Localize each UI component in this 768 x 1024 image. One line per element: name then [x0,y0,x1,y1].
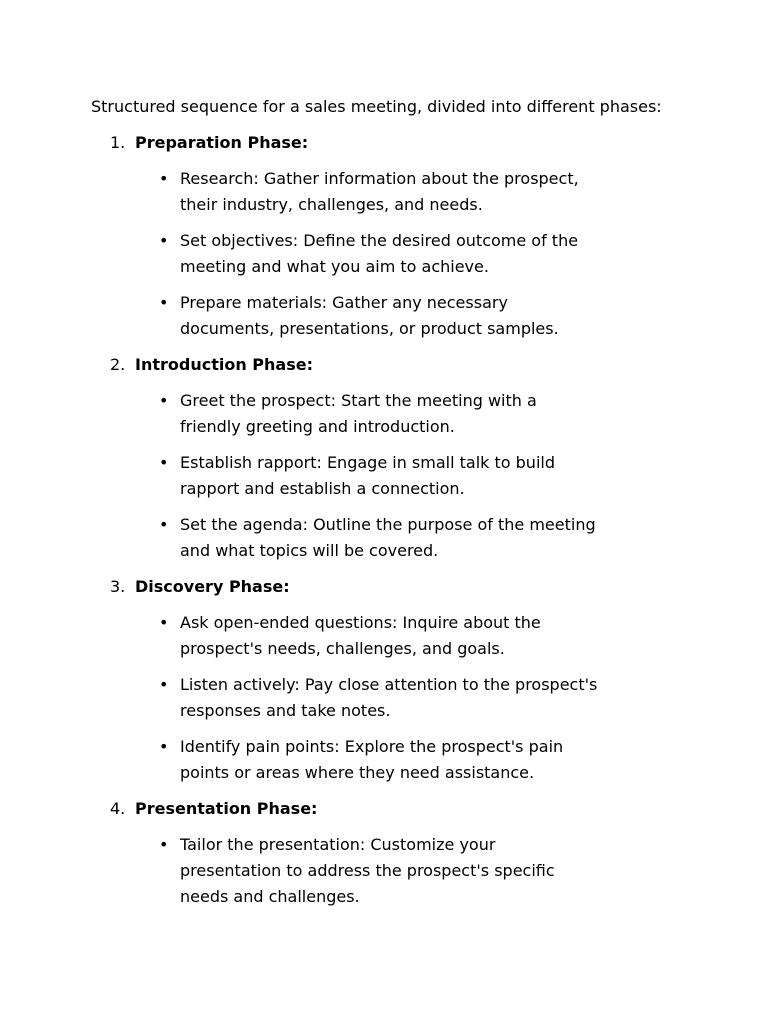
phase-number: 1. [110,133,126,152]
phase-item [91,130,691,342]
document-page [91,94,691,920]
phase-number: 2. [110,355,126,374]
phase-list [91,130,691,910]
bullet-icon: • [159,293,169,312]
phase-heading [110,130,691,156]
bullet-item [91,228,600,280]
bullet-icon: • [159,169,169,188]
phase-heading [110,352,691,378]
bullet-icon: • [159,391,169,410]
bullet-item [91,512,600,564]
bullet-icon: • [159,737,169,756]
bullet-item [91,166,600,218]
bullet-text: Research: Gather information about the prospect, their industry, challenges, and needs. [180,169,579,214]
bullet-text: Establish rapport: Engage in small talk to build rapport and establish a connection. [180,453,555,498]
bullet-icon: • [159,613,169,632]
bullet-item [91,734,600,786]
bullet-text: Tailor the presentation: Customize your presentation to address the prospect's specific needs and challenges. [180,835,555,906]
phase-title: Presentation Phase: [135,799,318,818]
phase-bullet-list [91,166,691,342]
bullet-text: Set the agenda: Outline the purpose of the meeting and what topics will be covered. [180,515,596,560]
bullet-text: Set objectives: Define the desired outcome of the meeting and what you aim to achieve. [180,231,579,276]
phase-number: 4. [110,799,126,818]
phase-heading [110,796,691,822]
bullet-item [91,388,600,440]
phase-number: 3. [110,577,126,596]
bullet-item [91,610,600,662]
bullet-text: Prepare materials: Gather any necessary documents, presentations, or product samples. [180,293,559,338]
phase-title: Introduction Phase: [135,355,313,374]
phase-title: Discovery Phase: [135,577,290,596]
bullet-text: Ask open-ended questions: Inquire about the prospect's needs, challenges, and goals. [180,613,541,658]
bullet-item [91,290,600,342]
bullet-text: Listen actively: Pay close attention to the prospect's responses and take notes. [180,675,598,720]
bullet-icon: • [159,675,169,694]
bullet-item [91,450,600,502]
phase-title: Preparation Phase: [135,133,309,152]
phase-bullet-list [91,388,691,564]
phase-item [91,352,691,564]
phase-item [91,796,691,910]
bullet-item [91,672,600,724]
bullet-icon: • [159,515,169,534]
phase-bullet-list [91,610,691,786]
bullet-icon: • [159,835,169,854]
phase-bullet-list [91,832,691,910]
bullet-text: Greet the prospect: Start the meeting with a friendly greeting and introduction. [180,391,537,436]
bullet-text: Identify pain points: Explore the prospect's pain points or areas where they need assistance. [180,737,564,782]
phase-item [91,574,691,786]
intro-text: Structured sequence for a sales meeting, divided into different phases: [91,97,662,116]
bullet-icon: • [159,453,169,472]
bullet-item [91,832,600,910]
phase-heading [110,574,691,600]
bullet-icon: • [159,231,169,250]
